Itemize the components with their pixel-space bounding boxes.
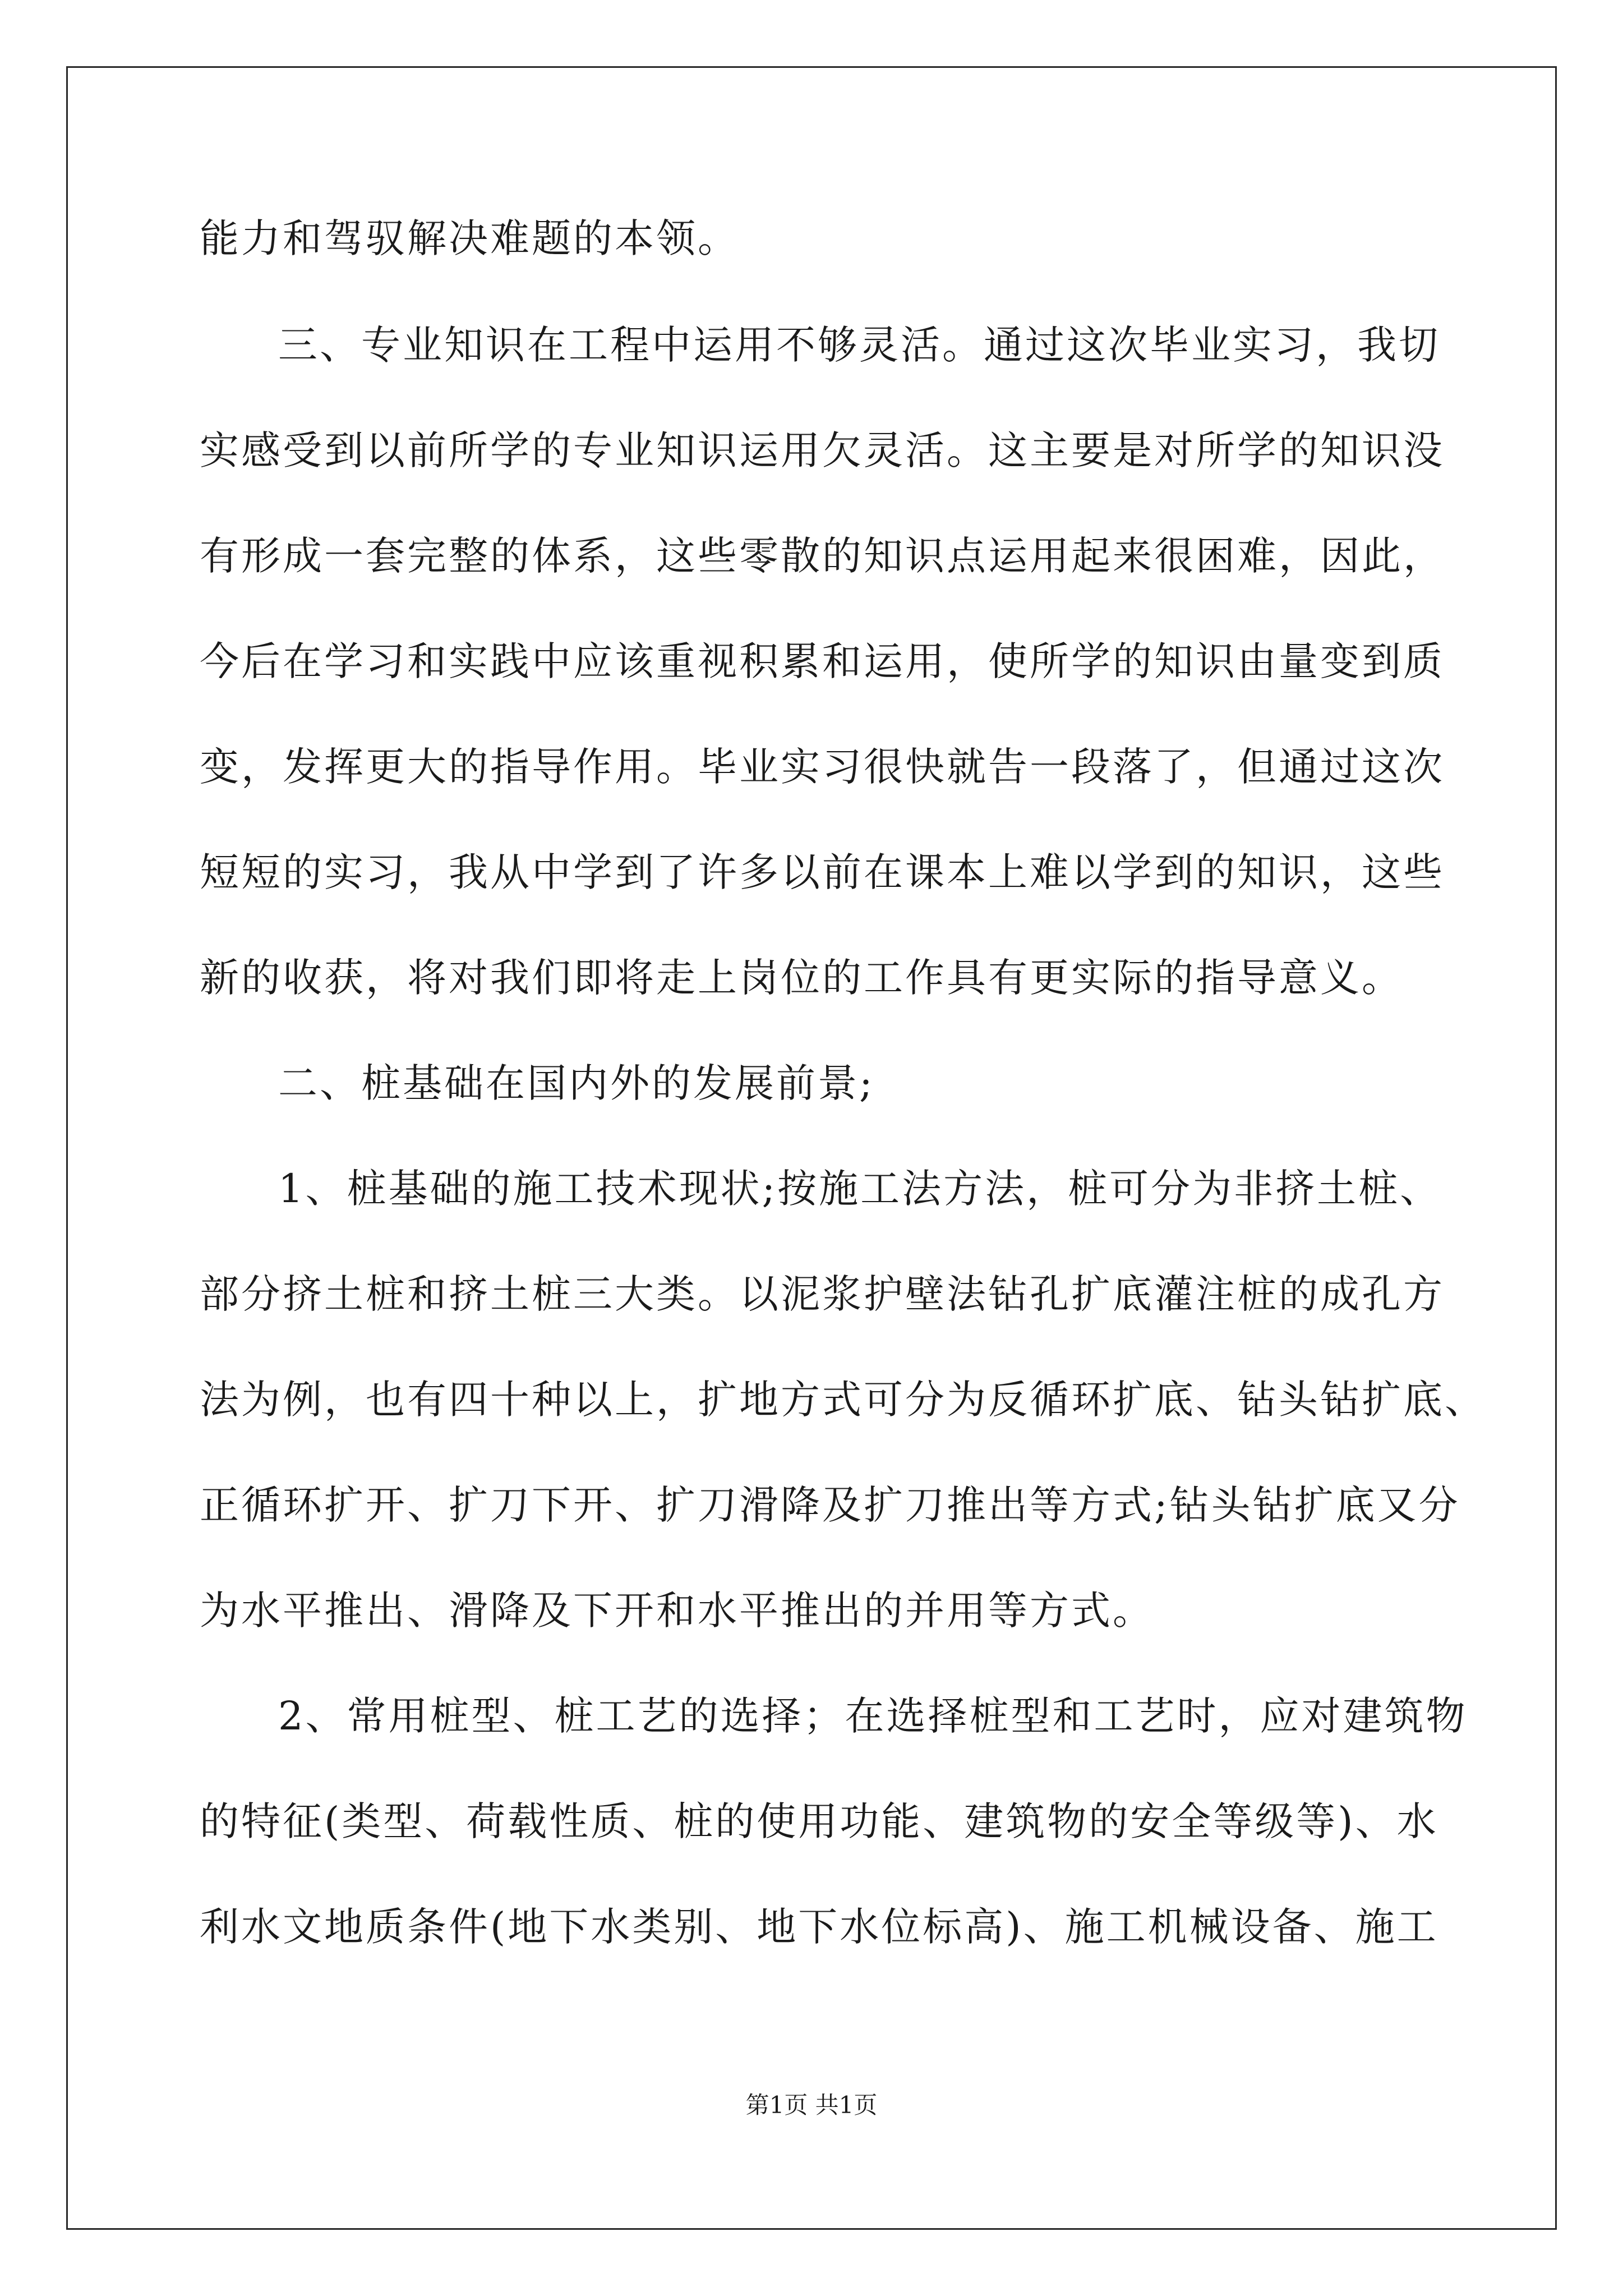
text-line: 1、桩基础的施工技术现状;按施工法方法，桩可分为非挤土桩、 (278, 1166, 1442, 1212)
text-line: 法为例，也有四十种以上，扩地方式可分为反循环扩底、钻头钻扩底、 (200, 1377, 1486, 1423)
text-line: 为水平推出、滑降及下开和水平推出的并用等方式。 (200, 1588, 1154, 1634)
text-line: 2、常用桩型、桩工艺的选择；在选择桩型和工艺时，应对建筑物 (278, 1693, 1468, 1739)
text-line: 新的收获，将对我们即将走上岗位的工作具有更实际的指导意义。 (200, 955, 1403, 1001)
text-line: 能力和驾驭解决难题的本领。 (200, 215, 739, 261)
text-line: 变，发挥更大的指导作用。毕业实习很快就告一段落了，但通过这次 (200, 744, 1445, 790)
text-line: 短短的实习，我从中学到了许多以前在课本上难以学到的知识，这些 (200, 849, 1445, 895)
text-line: 的特征(类型、荷载性质、桩的使用功能、建筑物的安全等级等)、水 (200, 1798, 1438, 1844)
text-line: 有形成一套完整的体系，这些零散的知识点运用起来很困难，因此， (200, 533, 1445, 579)
text-line: 部分挤土桩和挤土桩三大类。以泥浆护壁法钻孔扩底灌注桩的成孔方 (200, 1271, 1445, 1317)
text-line: 利水文地质条件(地下水类别、地下水位标高)、施工机械设备、施工 (200, 1904, 1438, 1950)
page-footer: 第1页 共1页 (745, 2091, 878, 2119)
section-heading: 二、桩基础在国内外的发展前景; (278, 1060, 875, 1106)
text-line: 正循环扩开、扩刀下开、扩刀滑降及扩刀推出等方式;钻头钻扩底又分 (200, 1482, 1460, 1528)
text-line: 三、专业知识在工程中运用不够灵活。通过这次毕业实习，我切 (278, 322, 1440, 368)
text-line: 实感受到以前所学的专业知识运用欠灵活。这主要是对所学的知识没 (200, 427, 1445, 473)
text-line: 今后在学习和实践中应该重视积累和运用，使所学的知识由量变到质 (200, 638, 1445, 684)
